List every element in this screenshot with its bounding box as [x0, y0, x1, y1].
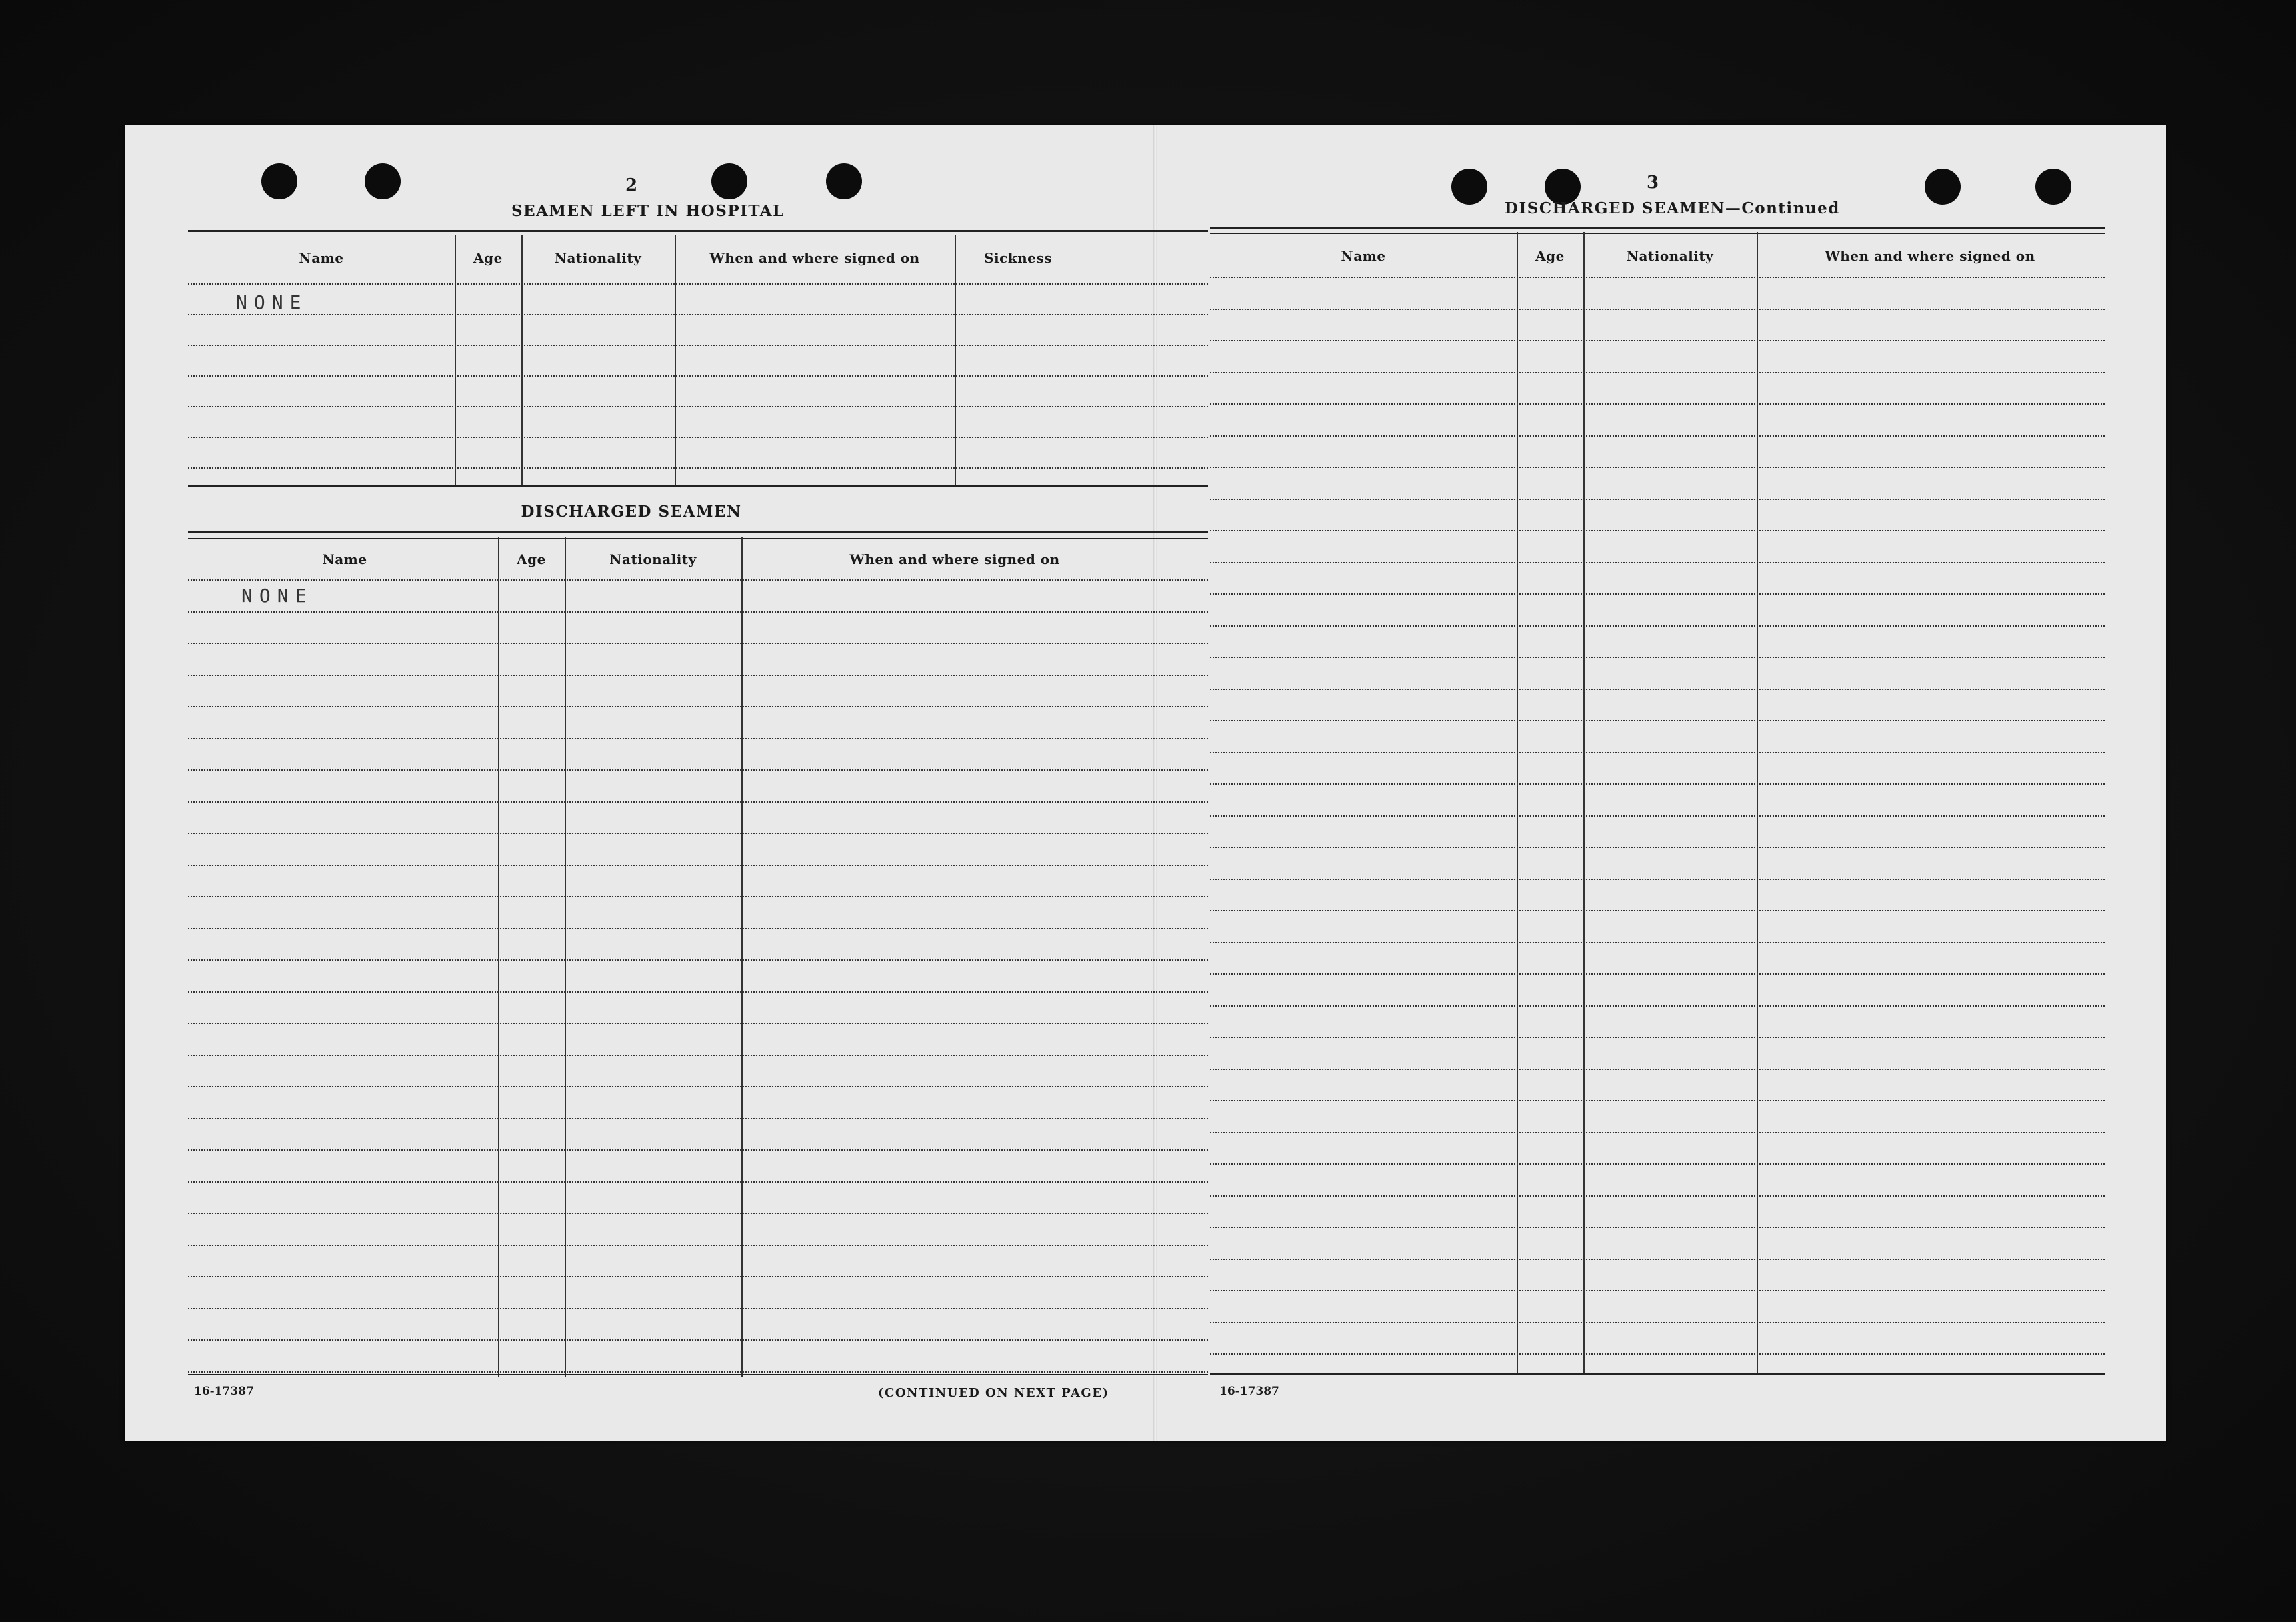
row-line: [188, 406, 1208, 407]
punch-hole: [365, 163, 401, 199]
row-line: [1210, 879, 2105, 880]
row-line: [1210, 562, 2105, 563]
row-line: [1210, 499, 2105, 500]
column-header-signed-on: When and where signed on: [849, 551, 1060, 567]
column-divider: [675, 235, 676, 485]
row-line: [188, 375, 1208, 377]
row-line: [188, 991, 1208, 993]
column-divider: [741, 537, 743, 1377]
row-line: [1210, 530, 2105, 531]
form-number-right: 16-17387: [1219, 1385, 1279, 1398]
row-line: [188, 437, 1208, 438]
column-header-sickness: Sickness: [984, 250, 1052, 266]
row-line: [1210, 815, 2105, 817]
row-line: [1210, 942, 2105, 943]
row-line: [1210, 1195, 2105, 1197]
punch-hole: [711, 163, 747, 199]
column-header-age: Age: [473, 250, 503, 266]
row-line: [188, 896, 1208, 897]
column-divider: [498, 537, 499, 1377]
row-line: [1210, 910, 2105, 911]
discharged-table-left: [188, 531, 1208, 1375]
document-spread: [125, 125, 2166, 1441]
punch-hole: [826, 163, 862, 199]
row-line: [188, 1118, 1208, 1119]
row-line: [1210, 1100, 2105, 1101]
discharged-table-right: [1210, 227, 2105, 1377]
row-line: [1210, 1069, 2105, 1070]
column-divider: [565, 537, 566, 1377]
column-header-age: Age: [1535, 248, 1565, 264]
discharged-section-title: DISCHARGED SEAMEN: [521, 503, 742, 521]
row-line: [188, 1181, 1208, 1183]
row-line: [1210, 689, 2105, 690]
column-divider: [955, 235, 956, 485]
row-line: [188, 1023, 1208, 1024]
row-line: [188, 314, 1208, 315]
column-header-name: Name: [1341, 248, 1386, 264]
column-header-signed-on: When and where signed on: [1825, 248, 2035, 264]
table-top-rule: [188, 230, 1208, 237]
row-line: [1210, 467, 2105, 468]
row-line: [188, 1371, 1208, 1373]
column-header-name: Name: [322, 551, 367, 567]
row-line: [188, 1339, 1208, 1341]
row-line: [1210, 309, 2105, 310]
row-line: [1210, 1005, 2105, 1007]
row-line: [188, 345, 1208, 346]
row-line: [188, 833, 1208, 834]
discharged-entry: NONE: [241, 585, 313, 607]
row-line: [188, 959, 1208, 961]
column-header-nationality: Nationality: [1626, 248, 1714, 264]
page-number-right: 3: [1646, 173, 1659, 193]
row-line: [1210, 403, 2105, 405]
table-top-rule: [188, 531, 1208, 539]
row-line: [188, 579, 1208, 581]
column-header-nationality: Nationality: [554, 250, 642, 266]
column-header-signed-on: When and where signed on: [709, 250, 920, 266]
row-line: [188, 1308, 1208, 1309]
row-line: [1210, 1353, 2105, 1355]
row-line: [188, 675, 1208, 676]
form-number-left: 16-17387: [194, 1385, 254, 1398]
row-line: [1210, 1037, 2105, 1038]
row-line: [188, 1276, 1208, 1277]
column-divider: [521, 235, 523, 485]
row-line: [1210, 1163, 2105, 1165]
row-line: [188, 769, 1208, 771]
punch-hole: [1451, 169, 1487, 205]
row-line: [1210, 752, 2105, 753]
row-line: [1210, 372, 2105, 373]
row-line: [188, 1086, 1208, 1087]
row-line: [188, 801, 1208, 803]
row-line: [188, 467, 1208, 469]
row-line: [1210, 973, 2105, 975]
row-line: [1210, 1227, 2105, 1228]
row-line: [188, 1213, 1208, 1214]
row-line: [188, 283, 1208, 285]
row-line: [188, 706, 1208, 707]
table-bottom-rule: [188, 1374, 1208, 1375]
row-line: [188, 865, 1208, 866]
hospital-entry: NONE: [236, 291, 308, 313]
table-bottom-rule: [1210, 1373, 2105, 1375]
row-line: [1210, 277, 2105, 278]
row-line: [1210, 783, 2105, 785]
column-divider: [455, 235, 456, 485]
row-line: [188, 643, 1208, 644]
row-line: [1210, 1259, 2105, 1260]
row-line: [1210, 720, 2105, 721]
row-line: [188, 611, 1208, 613]
row-line: [188, 738, 1208, 739]
row-line: [1210, 435, 2105, 437]
table-top-rule: [1210, 227, 2105, 234]
row-line: [188, 1149, 1208, 1151]
row-line: [1210, 593, 2105, 595]
continued-note: (CONTINUED ON NEXT PAGE): [878, 1386, 1109, 1400]
column-header-name: Name: [299, 250, 344, 266]
punch-hole: [2035, 169, 2071, 205]
row-line: [1210, 847, 2105, 848]
hospital-section-title: SEAMEN LEFT IN HOSPITAL: [511, 202, 785, 220]
row-line: [1210, 1322, 2105, 1323]
row-line: [1210, 1132, 2105, 1133]
table-bottom-rule: [188, 485, 1208, 487]
punch-hole: [1925, 169, 1961, 205]
row-line: [1210, 340, 2105, 341]
hospital-table: [188, 230, 1208, 490]
punch-hole: [261, 163, 297, 199]
row-line: [1210, 1290, 2105, 1291]
row-line: [1210, 657, 2105, 658]
discharged-continued-title: DISCHARGED SEAMEN—Continued: [1505, 199, 1840, 217]
row-line: [188, 1245, 1208, 1246]
row-line: [188, 1055, 1208, 1056]
page-number-left: 2: [625, 175, 638, 195]
column-header-age: Age: [517, 551, 546, 567]
row-line: [188, 928, 1208, 929]
column-header-nationality: Nationality: [609, 551, 697, 567]
row-line: [1210, 625, 2105, 627]
